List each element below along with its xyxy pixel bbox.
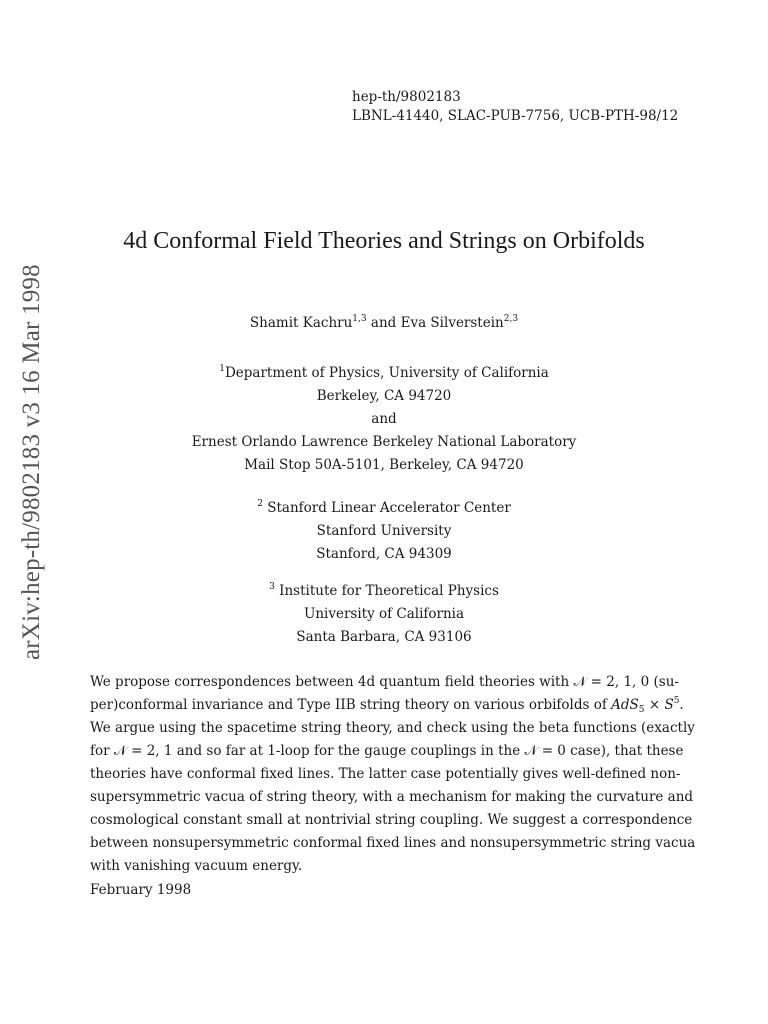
- author-affiliation-mark: 1,3: [352, 314, 367, 324]
- affiliation-line: Stanford Linear Accelerator Center: [267, 500, 511, 516]
- affiliation-line: Santa Barbara, CA 93106: [296, 629, 472, 645]
- abstract-line: between nonsupersymmetric conformal fixed lines and nonsupersymmetric string vacua: [90, 835, 696, 851]
- author-name: Eva Silverstein: [400, 315, 504, 331]
- affiliation-3: [0, 580, 768, 649]
- author-connector: and: [370, 315, 397, 331]
- affiliation-and: and: [371, 411, 397, 427]
- report-number-arxiv: hep-th/9802183: [352, 89, 461, 105]
- abstract-line: supersymmetric vacua of string theory, with a mechanism for making the curvature and: [90, 789, 694, 805]
- affiliation-2: [0, 497, 768, 566]
- affiliation-line: Berkeley, CA 94720: [316, 388, 452, 404]
- paper-date: February 1998: [90, 882, 192, 898]
- author-line: [0, 312, 768, 335]
- arxiv-sidebar-stamp: arXiv:hep-th/9802183 v3 16 Mar 1998: [18, 264, 45, 660]
- report-number-labs: LBNL-41440, SLAC-PUB-7756, UCB-PTH-98/12: [352, 108, 679, 124]
- abstract: [90, 671, 696, 878]
- affiliation-line: University of California: [303, 606, 465, 622]
- abstract-line: We propose correspondences between 4d quantum field theories with 𝒩 = 2, 1, 0 (su-: [90, 674, 679, 690]
- report-numbers: [352, 88, 678, 126]
- abstract-line: theories have conformal fixed lines. The latter case potentially gives well-defined non-: [90, 766, 681, 782]
- author-affiliation-mark: 2,3: [503, 314, 519, 324]
- affiliation-mark: 2: [257, 499, 263, 509]
- affiliation-line: Mail Stop 50A-5101, Berkeley, CA 94720: [244, 457, 524, 473]
- affiliation-line: Department of Physics, University of California: [224, 365, 549, 381]
- affiliation-mark: 1: [219, 364, 225, 374]
- affiliation-line: Institute for Theoretical Physics: [279, 583, 499, 599]
- affiliation-1: [0, 362, 768, 477]
- paper-title: 4d Conformal Field Theories and Strings on Orbifolds: [123, 228, 645, 254]
- abstract-line: for 𝒩 = 2, 1 and so far at 1-loop for the gauge couplings in the 𝒩 = 0 case), that these: [90, 743, 684, 759]
- affiliation-line: Stanford, CA 94309: [316, 546, 452, 562]
- abstract-line: with vanishing vacuum energy.: [90, 858, 303, 874]
- abstract-line: per)conformal invariance and Type IIB string theory on various orbifolds of $AdS_5 \times S^5$.: [90, 696, 684, 715]
- author-name: Shamit Kachru: [249, 315, 353, 331]
- affiliation-line: Stanford University: [316, 523, 452, 539]
- affiliation-mark: 3: [269, 582, 275, 592]
- affiliation-line: Ernest Orlando Lawrence Berkeley National Laboratory: [191, 434, 577, 450]
- abstract-line: We argue using the spacetime string theory, and check using the beta functions (exactly: [90, 720, 695, 736]
- abstract-line: cosmological constant small at nontrivial string coupling. We suggest a correspondence: [90, 812, 693, 828]
